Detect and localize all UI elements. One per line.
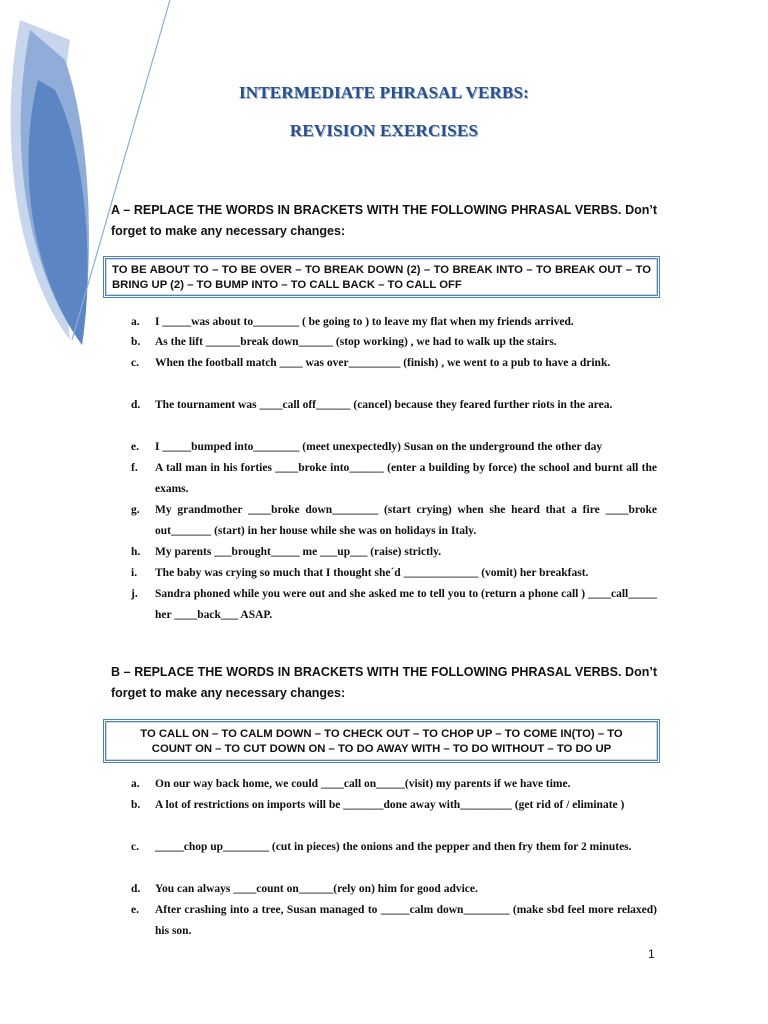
list-item [131,332,657,353]
item-marker: i. [131,567,138,579]
item-marker: h. [131,546,141,558]
item-text: I _____bumped into________ (meet unexpectedly) Susan on the underground the other day [155,441,603,453]
section-a-verb-box: TO BE ABOUT TO – TO BE OVER – TO BREAK DOWN (2) – TO BREAK INTO – TO BREAK OUT – TO BRING UP (2) – TO BUMP INTO – TO CALL BACK – TO CALL OFF [103,256,660,298]
item-text: After crashing into a tree, Susan managed to _____calm down________ (make sbd feel more relaxed) his son. [155,904,657,937]
section-b-verb-line-2: COUNT ON – TO CUT DOWN ON – TO DO AWAY WITH – TO DO WITHOUT – TO DO UP [151,743,612,755]
list-item [131,395,657,416]
item-text: The baby was crying so much that I thought she´d _____________ (vomit) her breakfast. [155,567,589,579]
item-marker: g. [131,504,140,516]
item-marker: b. [131,799,141,811]
list-item [131,837,657,858]
section-a-instruction: A – REPLACE THE WORDS IN BRACKETS WITH THE FOLLOWING PHRASAL VERBS. Don’t forget to make any necessary changes: [111,203,657,238]
item-marker: e. [131,441,139,453]
item-text: _____chop up________ (cut in pieces) the onions and the pepper and then fry them for 2 minutes. [155,841,632,853]
page-number: 1 [648,947,655,961]
item-text: My parents ___brought_____ me ___up___ (raise) strictly. [155,546,442,558]
item-marker: d. [131,399,141,411]
list-item [131,584,657,626]
item-marker: e. [131,904,139,916]
list-item [131,437,657,458]
item-text: A lot of restrictions on imports will be _______done away with_________ (get rid of / eliminate ) [155,799,625,811]
item-text: A tall man in his forties ____broke into______ (enter a building by force) the school and burnt all the exams. [155,462,657,495]
list-item [131,500,657,542]
item-marker: j. [131,588,138,600]
item-marker: c. [131,841,139,853]
page-subtitle: REVISION EXERCISES [289,121,479,140]
item-marker: d. [131,883,141,895]
item-marker: a. [131,778,140,790]
item-marker: c. [131,357,139,369]
list-item [131,563,657,584]
item-text: I _____was about to________ ( be going to ) to leave my flat when my friends arrived. [155,316,574,328]
page-title: INTERMEDIATE PHRASAL VERBS: [238,83,530,102]
list-item [131,879,657,900]
item-text: The tournament was ____call off______ (cancel) because they feared further riots in the area. [155,399,613,411]
list-item [131,542,657,563]
list-item [131,774,657,795]
item-text: Sandra phoned while you were out and she asked me to tell you to (return a phone call ) ____call_____ her ____back___ ASAP. [155,588,657,621]
list-item [131,795,657,816]
section-b-instruction: B – REPLACE THE WORDS IN BRACKETS WITH THE FOLLOWING PHRASAL VERBS. Don’t forget to make any necessary changes: [111,665,657,700]
list-item [131,900,657,942]
item-text: My grandmother ____broke down________ (start crying) when she heard that a fire ____broke out_______ (start) in her house while she was on holidays in Italy. [155,504,657,537]
item-marker: b. [131,336,141,348]
list-item [131,458,657,500]
list-item [131,353,657,374]
item-marker: f. [131,462,138,474]
item-text: As the lift ______break down______ (stop working) , we had to walk up the stairs. [155,336,557,348]
section-b-verb-box [103,719,660,763]
section-b-verb-line-1: TO CALL ON – TO CALM DOWN – TO CHECK OUT – TO CHOP UP – TO COME IN(TO) – TO [140,728,623,740]
item-text: You can always ____count on______(rely on) him for good advice. [155,883,478,895]
item-marker: a. [131,316,140,328]
item-text: On our way back home, we could ____call on_____(visit) my parents if we have time. [155,778,571,790]
item-text: When the football match ____ was over_________ (finish) , we went to a pub to have a drink. [155,357,611,369]
decorative-swoosh [0,0,200,360]
list-item [131,312,657,333]
